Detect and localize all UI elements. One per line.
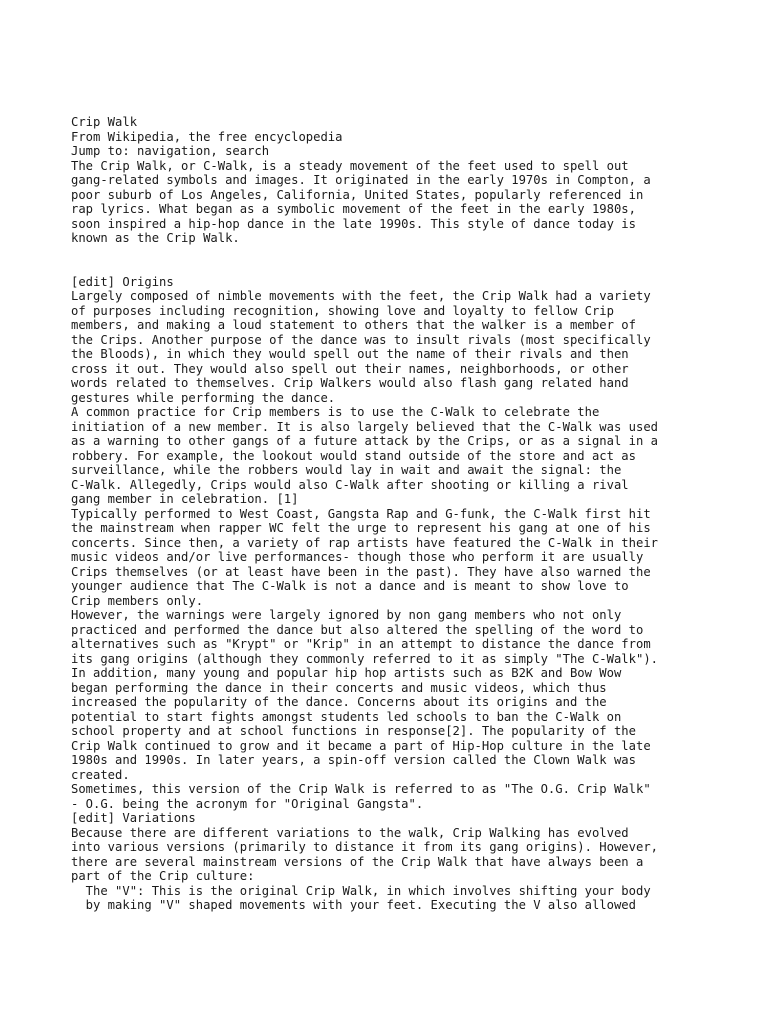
body-line: potential to start fights amongst students led schools to ban the C-Walk on [71,709,622,724]
body-line: 1980s and 1990s. In later years, a spin-off version called the Clown Walk was [71,753,636,767]
body-line: younger audience that The C-Walk is not a dance and is meant to show love to [71,579,629,593]
body-line: Sometimes, this version of the Crip Walk is referred to as "The O.G. Crip Walk" [71,782,651,796]
body-line: part of the Crip culture: [71,869,255,883]
list-item-line: The "V": This is the original Crip Walk, in which involves shifting your body [71,883,651,898]
section-spacer [71,246,711,275]
body-line: as a warning to other gangs of a future attack by the Crips, or as a signal in a [71,434,658,448]
body-line: Because there are different variations to the walk, Crip Walking has evolved [71,825,629,840]
body-line: robbery. For example, the lookout would stand outside of the store and act as [71,448,636,463]
body-line: gestures while performing the dance. [71,390,336,405]
origins-section [71,275,711,812]
variations-heading: [edit] Variations [71,811,196,825]
jump-links: Jump to: navigation, search [71,144,270,158]
body-line: alternatives such as "Krypt" or "Krip" in an attempt to distance the dance from [71,637,651,651]
body-line: school property and at school functions in response[2]. The popularity of the [71,724,636,738]
body-line: surveillance, while the robbers would lay in wait and await the signal: the [71,463,622,477]
body-line: However, the warnings were largely ignored by non gang members who not only [71,608,622,622]
page-title: Crip Walk [71,115,138,129]
variations-section [71,811,711,913]
body-line: the mainstream when rapper WC felt the urge to represent his gang at one of his [71,521,651,535]
body-line: members, and making a loud statement to others that the walker is a member of [71,318,636,332]
body-line: - O.G. being the acronym for "Original Gangsta". [71,796,424,811]
body-line: Crips themselves (or at least have been in the past). They have also warned the [71,564,651,579]
source-line: From Wikipedia, the free encyclopedia [71,129,343,144]
body-line: Crip Walk continued to grow and it became a part of Hip-Hop culture in the late [71,738,651,753]
body-line: the Bloods), in which they would spell out the name of their rivals and then [71,347,629,361]
intro-line: known as the Crip Walk. [71,231,240,245]
body-line: words related to themselves. Crip Walkers would also flash gang related hand [71,376,629,390]
body-line: initiation of a new member. It is also largely believed that the C-Walk was used [71,419,658,434]
article [71,115,711,913]
body-line: Crip members only. [71,593,204,608]
body-line: Largely composed of nimble movements with the feet, the Crip Walk had a variety [71,289,651,303]
intro-line: The Crip Walk, or C-Walk, is a steady movement of the feet used to spell out [71,158,629,173]
body-line: the Crips. Another purpose of the dance was to insult rivals (most specifically [71,332,651,347]
list-item-line: by making "V" shaped movements with your feet. Executing the V also allowed [71,898,636,912]
body-line: A common practice for Crip members is to use the C-Walk to celebrate the [71,405,600,419]
body-line: of purposes including recognition, showing love and loyalty to fellow Crip [71,303,614,318]
body-line: C-Walk. Allegedly, Crips would also C-Walk after shooting or killing a rival [71,477,629,492]
body-line: gang member in celebration. [1] [71,492,299,506]
intro-line: rap lyrics. What began as a symbolic movement of the feet in the early 1980s, [71,202,636,216]
body-line: increased the popularity of the dance. Concerns about its origins and the [71,695,607,709]
intro-line: gang-related symbols and images. It originated in the early 1970s in Compton, a [71,173,651,187]
intro-line: poor suburb of Los Angeles, California, United States, popularly referenced in [71,187,644,202]
body-line: concerts. Since then, a variety of rap artists have featured the C-Walk in their [71,535,658,550]
body-line: music videos and/or live performances- though those who perform it are usually [71,550,644,564]
body-line: cross it out. They would also spell out their names, neighborhoods, or other [71,361,629,376]
intro-line: soon inspired a hip-hop dance in the late 1990s. This style of dance today is [71,216,636,231]
body-line: Typically performed to West Coast, Gangsta Rap and G-funk, the C-Walk first hit [71,506,651,521]
body-line: its gang origins (although they commonly referred to it as simply "The C-Walk"). [71,651,658,666]
body-line: there are several mainstream versions of the Crip Walk that have always been a [71,854,644,869]
body-line: In addition, many young and popular hip hop artists such as B2K and Bow Wow [71,666,622,680]
body-line: into various versions (primarily to distance it from its gang origins). However, [71,840,658,854]
body-line: began performing the dance in their concerts and music videos, which thus [71,680,607,695]
body-line: practiced and performed the dance but also altered the spelling of the word to [71,622,644,637]
intro-paragraph [71,159,711,246]
article-header [71,115,711,159]
body-line: created. [71,767,130,782]
origins-heading: [edit] Origins [71,274,174,289]
